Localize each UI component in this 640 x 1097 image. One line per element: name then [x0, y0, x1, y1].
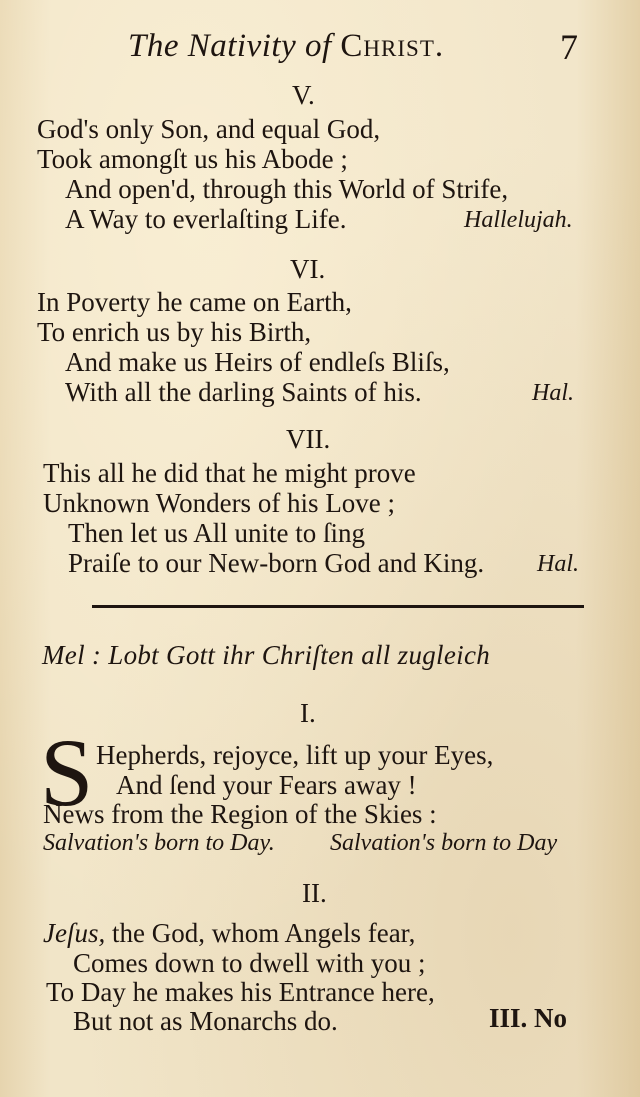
verse-line: And ſend your Fears away !: [116, 770, 417, 800]
refrain-mark: Hal.: [532, 380, 574, 406]
refrain-line: Salvation's born to Day: [330, 830, 558, 856]
section-rule: [92, 605, 584, 608]
stanza-numeral: VI.: [290, 254, 326, 284]
verse-line: To Day he makes his Entrance here,: [46, 977, 435, 1007]
verse-line: In Poverty he came on Earth,: [37, 287, 352, 317]
verse-line: To enrich us by his Birth,: [37, 317, 312, 347]
verse-line: But not as Monarchs do.: [73, 1006, 338, 1036]
refrain-line: Salvation's born to Day.: [43, 830, 275, 856]
melody-heading: Mel : Lobt Gott ihr Chriſten all zugleich: [42, 640, 491, 670]
page-number: 7: [560, 27, 578, 67]
running-head: [128, 28, 444, 65]
verse-line: News from the Region of the Skies :: [43, 799, 437, 829]
verse-line: And open'd, through this World of Strife,: [65, 174, 509, 204]
verse-line: This all he did that he might prove: [43, 458, 416, 488]
stanza-numeral: V.: [292, 80, 315, 110]
verse-first-word: Jeſus,: [43, 918, 106, 948]
verse-line: Unknown Wonders of his Love ;: [43, 488, 396, 518]
stanza-numeral: I.: [300, 698, 316, 728]
stanza-numeral: II.: [302, 878, 327, 908]
verse-line: With all the darling Saints of his.: [65, 377, 422, 407]
verse-line: [43, 918, 415, 949]
verse-line: Comes down to dwell with you ;: [73, 948, 426, 978]
verse-line: Hepherds, rejoyce, lift up your Eyes,: [96, 740, 494, 770]
verse-line: God's only Son, and equal God,: [37, 114, 381, 144]
stanza-numeral: VII.: [286, 424, 331, 454]
drop-cap: S: [40, 719, 94, 826]
catchword: III. No: [489, 1003, 568, 1033]
verse-line: Then let us All unite to ſing: [68, 518, 365, 548]
verse-line-rest: the God, whom Angels fear,: [111, 918, 416, 948]
refrain-mark: Hallelujah.: [464, 207, 573, 233]
verse-line: Praiſe to our New-born God and King.: [68, 548, 485, 578]
verse-line: A Way to everlaſting Life.: [65, 204, 347, 234]
refrain-mark: Hal.: [537, 551, 579, 577]
verse-line: Took amongſt us his Abode ;: [37, 144, 348, 174]
running-head-caps: Christ.: [340, 28, 445, 64]
verse-line: And make us Heirs of endleſs Bliſs,: [65, 347, 450, 377]
running-head-italic: The Nativity of: [128, 28, 332, 64]
